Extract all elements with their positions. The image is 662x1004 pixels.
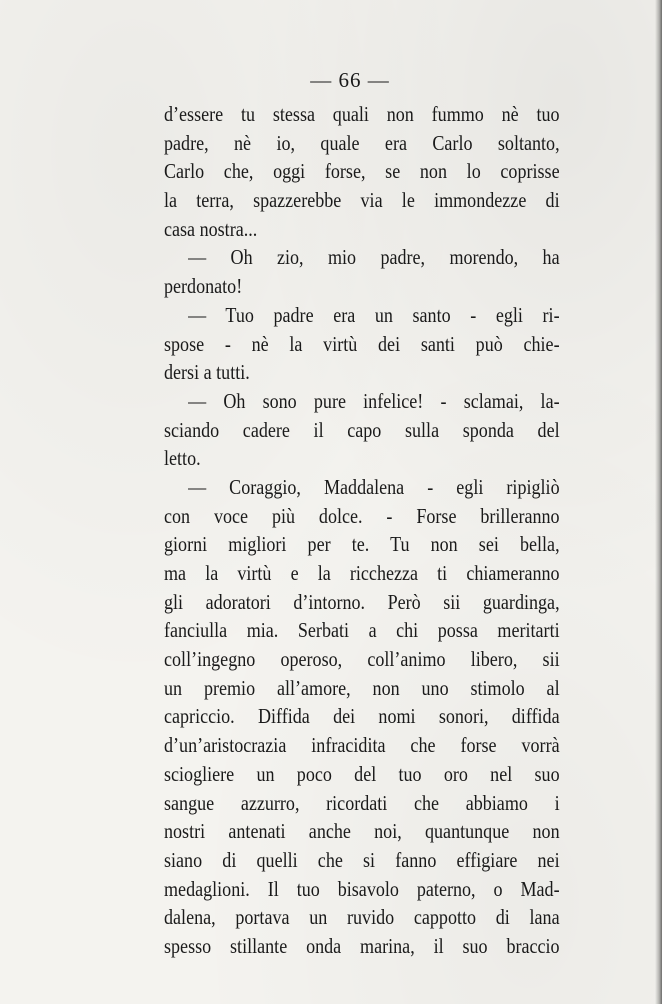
text-line: Carlo che, oggi forse, se non lo coprisse — [164, 159, 560, 184]
text-line: nostri antenati anche noi, quantunque non — [164, 819, 560, 844]
text-line: giorni migliori per te. Tu non sei bella, — [164, 532, 560, 557]
text-line: padre, nè io, quale era Carlo soltanto, — [164, 130, 560, 155]
body-text — [164, 100, 560, 961]
text-line: dalena, portava un ruvido cappotto di lana — [164, 905, 560, 930]
text-line: d’un’aristocrazia infracidita che forse vorrà — [164, 733, 560, 758]
text-line: siano di quelli che si fanno effigiare nei — [164, 847, 560, 872]
text-line: medaglioni. Il tuo bisavolo paterno, o Mad- — [164, 876, 560, 901]
text-line: fanciulla mia. Serbati a chi possa meritarti — [164, 618, 560, 643]
text-line: sciando cadere il capo sulla sponda del — [164, 417, 560, 442]
text-line: casa nostra... — [164, 216, 258, 241]
page-edge-shadow — [655, 0, 662, 1004]
text-line: letto. — [164, 446, 201, 471]
text-line: spesso stillante onda marina, il suo braccio — [164, 933, 560, 958]
text-line: perdonato! — [164, 274, 243, 299]
text-line: capriccio. Diffida dei nomi sonori, diffida — [164, 704, 560, 729]
text-line: — Coraggio, Maddalena - egli ripigliò — [188, 474, 560, 499]
text-line: un premio all’amore, non uno stimolo al — [164, 675, 560, 700]
text-line: — Tuo padre era un santo - egli ri- — [188, 302, 560, 327]
text-line: ma la virtù e la ricchezza ti chiameranno — [164, 561, 560, 585]
text-line: d’essere tu stessa quali non fummo nè tuo — [164, 102, 560, 126]
text-line: sciogliere un poco del tuo oro nel suo — [164, 761, 560, 786]
text-line: la terra, spazzerebbe via le immondezze di — [164, 188, 560, 213]
text-line: dersi a tutti. — [164, 360, 250, 385]
text-line: — Oh sono pure infelice! - sclamai, la- — [188, 388, 560, 413]
text-line: sangue azzurro, ricordati che abbiamo i — [164, 790, 560, 815]
text-line: coll’ingegno operoso, coll’animo libero, sii — [164, 647, 560, 672]
text-line: — Oh zio, mio padre, morendo, ha — [188, 245, 560, 270]
text-line: gli adoratori d’intorno. Però sii guardinga, — [164, 589, 560, 614]
page-number: — 66 — — [310, 68, 390, 92]
text-line: con voce più dolce. - Forse brilleranno — [164, 503, 560, 528]
text-line: spose - nè la virtù dei santi può chie- — [164, 331, 560, 356]
